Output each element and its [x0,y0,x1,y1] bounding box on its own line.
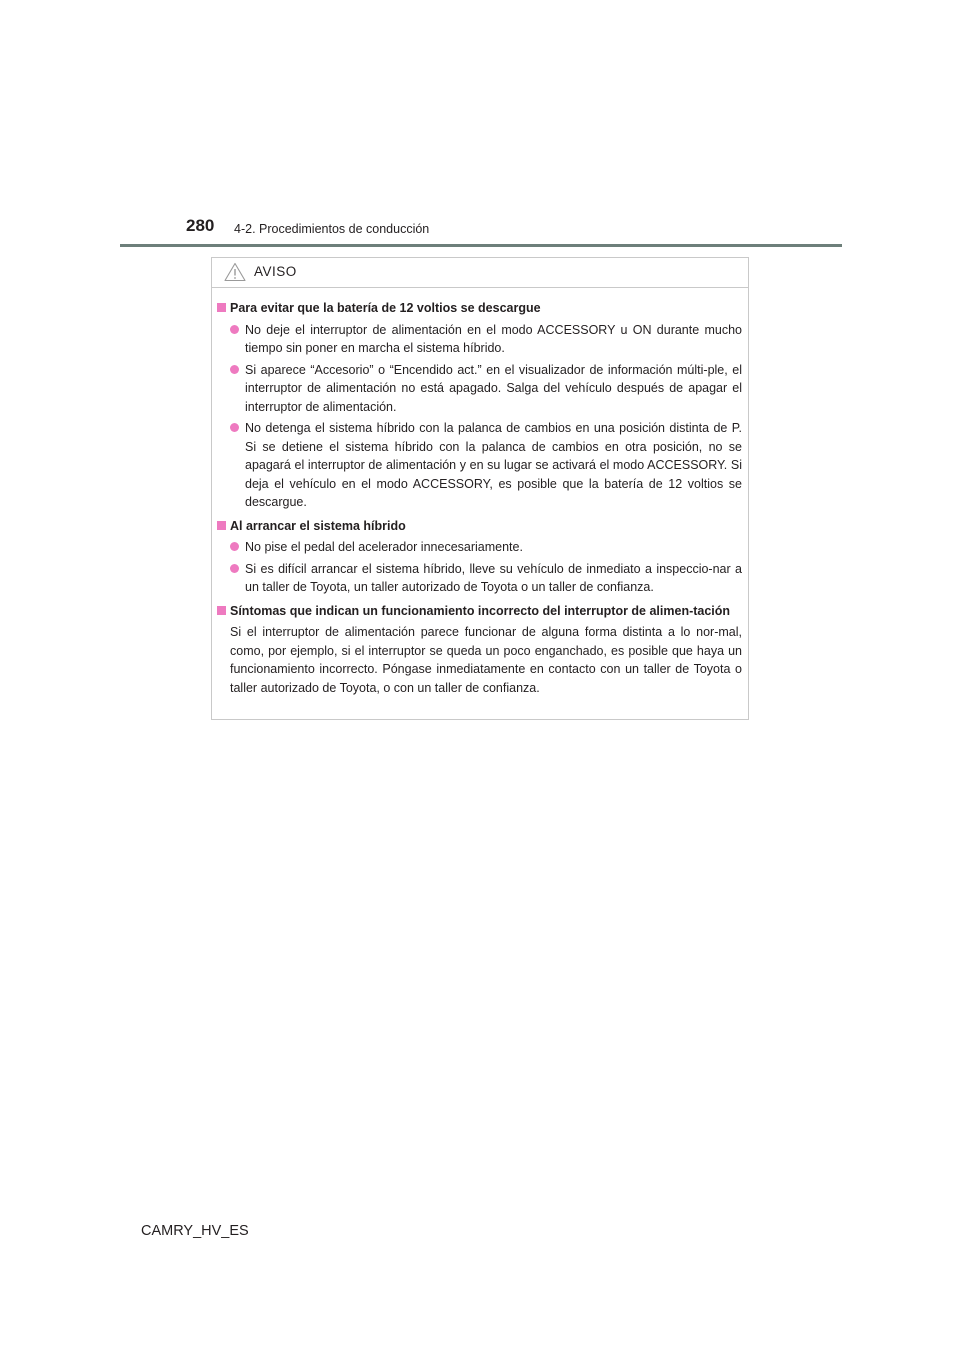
warning-box [211,257,749,720]
warning-body [212,288,748,697]
warning-title: AVISO [254,264,297,279]
page-number: 280 [186,216,215,235]
section-heading-text: Síntomas que indican un funcionamiento incorrecto del interruptor de alimen-tación [230,603,731,618]
section-title: 4-2. Procedimientos de conducción [234,222,430,236]
dot-bullet-icon [230,423,239,432]
dot-bullet-icon [230,325,239,334]
warning-section [217,299,742,512]
list-item [217,361,742,417]
list-item-text: No pise el pedal del acelerador innecesariamente. [245,540,523,554]
list-item-text: No detenga el sistema híbrido con la palanca de cambios en una posición distinta de P. Si se detiene el sistema híbrido con la palanca de cambios en otra posición, no se apagará el interruptor de alimentación y en su lugar se activará el modo ACCESSORY. Si deja el vehículo en el modo ACCESSORY, es posible que la batería de 12 voltios se descargue. [245,421,742,509]
section-heading [217,602,742,621]
square-bullet-icon [217,303,226,312]
list-item [217,560,742,597]
section-heading-text: Al arrancar el sistema híbrido [230,518,406,533]
section-paragraph: Si el interruptor de alimentación parece funcionar de alguna forma distinta a lo nor-mal, como, por ejemplo, si el interruptor se queda un poco enganchado, es posible que haya un funcionamiento incorrecto. Póngase inmediatamente en contacto con un taller de Toyota o taller autorizado de Toyota, o con un taller de confianza. [230,625,742,695]
section-heading-text: Para evitar que la batería de 12 voltios se descargue [230,301,541,315]
section-heading [217,299,742,318]
warning-header [212,258,748,288]
square-bullet-icon [217,606,226,615]
list-item-text: No deje el interruptor de alimentación en el modo ACCESSORY u ON durante mucho tiempo sin poner en marcha el sistema híbrido. [245,322,742,355]
warning-section [217,602,742,698]
dot-bullet-icon [230,365,239,374]
warning-triangle-icon [224,262,246,282]
list-item-text: Si aparece “Accesorio” o “Encendido act.” en el visualizador de información múlti-ple, el interruptor de alimentación no está apagado. Salga del vehículo después de apagar el interruptor de alimentación. [245,362,742,414]
footer-code: CAMRY_HV_ES [141,1223,249,1239]
list-item [217,321,742,358]
list-item-text: Si es difícil arrancar el sistema híbrido, lleve su vehículo de inmediato a inspeccio-nar a un taller de Toyota, un taller autorizado de Toyota o un taller de confianza. [245,561,742,594]
dot-bullet-icon [230,542,239,551]
list-item [217,538,742,557]
dot-bullet-icon [230,564,239,573]
square-bullet-icon [217,521,226,530]
section-heading [217,517,742,536]
list-item [217,419,742,512]
header-rule [120,244,842,247]
warning-section [217,517,742,597]
